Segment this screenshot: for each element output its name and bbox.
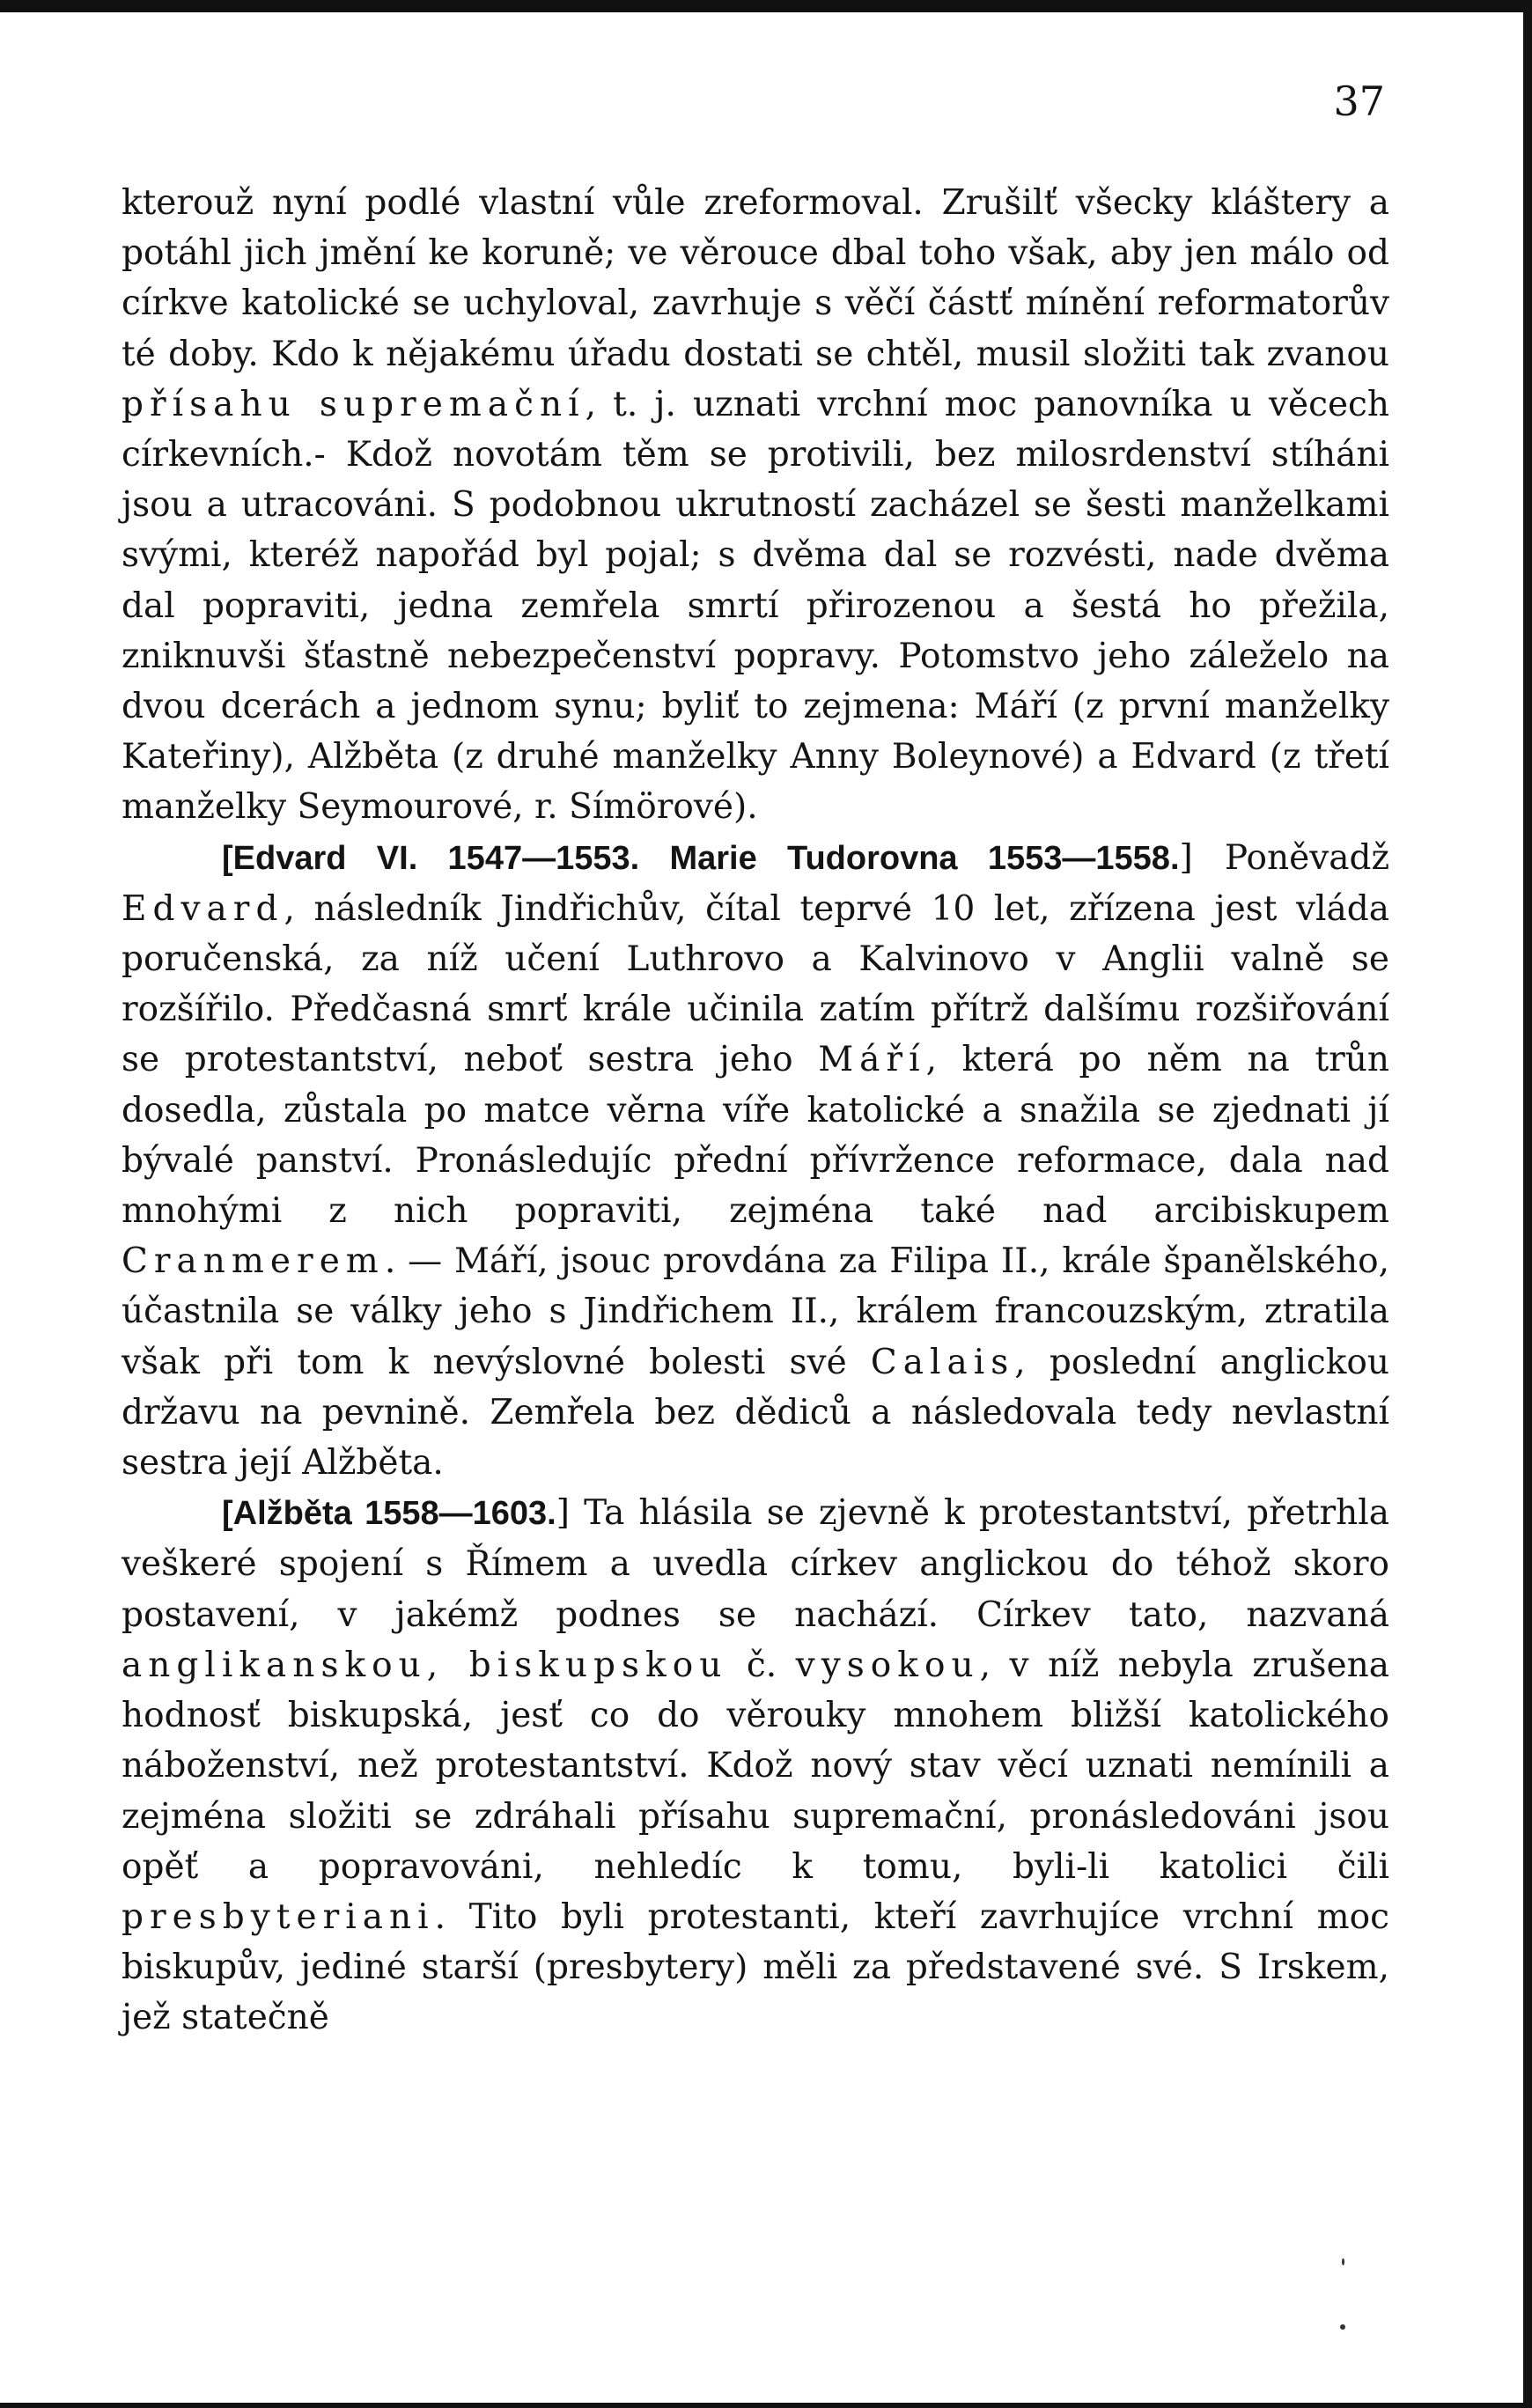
name-calais: Calais: [870, 1342, 1015, 1382]
name-cranmerem: Cranmerem: [122, 1241, 385, 1282]
section-heading-alzbeta: [Alžběta 1558—1603.: [222, 1495, 556, 1533]
scan-edge-right: [1523, 0, 1532, 2408]
paragraph-1-seg-0: kterouž nyní podlé vlastní vůle zreformoval. Zrušilť všecky kláštery a potáhl jich jmění ke koruně; ve věrouce dbal toho však, aby jen málo od církve katolické se uchyloval, zavrhuje s věčí částť mínění reformatorův té doby. Kdo k nějakému úřadu dostati se chtěl, musil složiti tak zvanou: [122, 183, 1389, 374]
paragraph-2: [122, 833, 1389, 1489]
section-heading-edvard-marie: [Edvard VI. 1547—1553. Marie Tudorovna 1553—1558.: [222, 839, 1180, 877]
paragraph-3-seg-1: ] Ta hlásila se zjevně k protestantství, přetrhla veškeré spojení s Římem a uvedla církev anglickou do téhož skoro postavení, v jakémž podnes se nachází. Církev tato, nazvaná: [122, 1493, 1389, 1635]
paragraph-2-seg-7: . — Máří, jsouc provdána za Filipa II., krále španělského, účastnila se války jeho s Jindřichem II., králem francouzským, ztratila však při tom k nevýslovné bolesti své: [122, 1241, 1389, 1382]
paragraph-3-seg-3: č.: [727, 1645, 796, 1685]
paragraph-3: [122, 1488, 1389, 2043]
paragraph-3-seg-7: . Tito byli protestanti, kteří zavrhujíce vrchní moc biskupův, jediné starší (presbytery) měli za představené své. S Irskem, jež statečně: [122, 1896, 1389, 2038]
scan-edge-bottom: [0, 2403, 1532, 2408]
paragraph-2-seg-5: , která po něm na trůn dosedla, zůstala po matce věrna víře katolické a snažila se zjednati jí bývalé panství. Pronásledujíc přední přívržence reformace, dala nad mnohými z nich popraviti, zejména také nad arcibiskupem: [122, 1040, 1389, 1232]
paragraph-2-seg-9: , poslední anglickou državu na pevnině. Zemřela bez dědiců a následovala tedy nevlastní sestra její Alžběta.: [122, 1342, 1389, 1484]
name-edvard: Edvard: [122, 888, 284, 929]
paragraph-3-seg-5: , v níž nebyla zrušena hodnosť biskupská, jesť co do věrouky mnohem bližší katolického náboženství, než protestantství. Kdož nový stav věcí uznati nemínili a zejména složiti se zdráhali přísahu supremační, pronásledováni jsou opěť a popravováni, nehledíc k tomu, byli-li katolici čili: [122, 1645, 1389, 1887]
paragraph-2-seg-1: ] Poněvadž: [1179, 837, 1389, 878]
body-text: [122, 178, 1389, 2043]
paragraph-1: [122, 178, 1389, 833]
scan-speck: [1340, 2324, 1345, 2330]
scan-speck: [1342, 2258, 1344, 2265]
scan-edge-top: [0, 0, 1532, 12]
paragraph-1-seg-2: , t. j. uznati vrchní moc panovníka u věcech církevních.- Kdož novotám těm se protivili, bez milosrdenství stíháni jsou a utracováni. S podobnou ukrutností zacházel se šesti manželkami svými, kteréž napořád byl pojal; s dvěma dal se rozvésti, nade dvěma dal popraviti, jedna zemřela smrtí přirozenou a šestá ho přežila, zniknuvši šťastně nebezpečenství popravy. Potomstvo jeho záleželo na dvou dcerách a jednom synu; byliť to zejmena: Máří (z první manželky Kateřiny), Alžběta (z druhé manželky Anny Boleynové) a Edvard (z třetí manželky Seymourové, r. Símörové).: [122, 384, 1389, 828]
term-vysokou: vysokou: [795, 1645, 980, 1685]
term-prisaha-supremacni: přísahu supremační: [122, 384, 586, 424]
page-number: 37: [1333, 77, 1385, 125]
name-mari: Máří: [818, 1040, 926, 1080]
term-presbyteriani: presbyteriani: [122, 1896, 435, 1937]
paragraph-2-seg-3: , následník Jindřichův, čítal teprvé 10 let, zřízena jest vláda poručenská, za níž učení Luthrovo a Kalvinovo v Anglii valně se rozšířilo. Předčasná smrť krále učinila zatím přítrž dalšímu rozšiřování se protestantství, neboť sestra jeho: [122, 888, 1389, 1080]
term-anglikanskou-biskupskou: anglikanskou, biskupskou: [122, 1645, 728, 1685]
